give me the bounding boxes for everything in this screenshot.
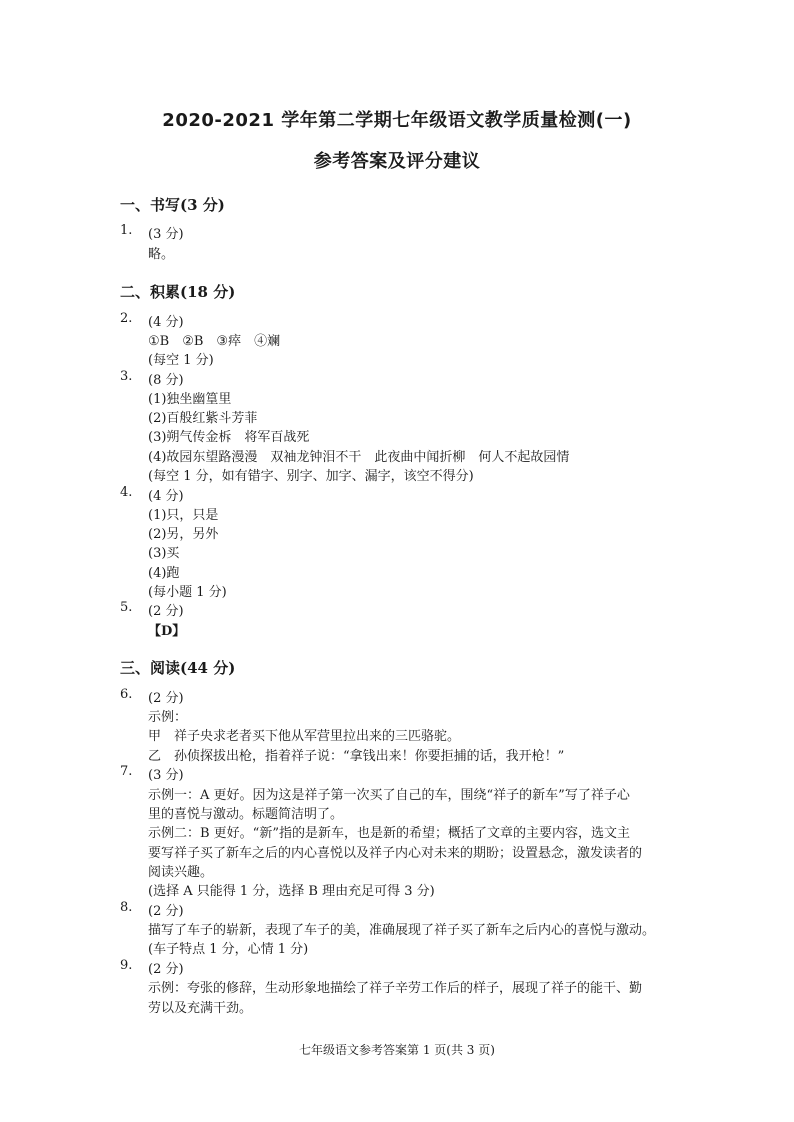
question-number: 8. bbox=[120, 900, 133, 915]
question-number: 7. bbox=[120, 764, 133, 779]
answer-line: 甲 祥子央求老者买下他从军营里拉出来的三匹骆驼。 bbox=[148, 729, 461, 744]
answer-line: 示例二：B 更好。“新”指的是新车，也是新的希望；概括了文章的主要内容，选文主 bbox=[148, 826, 630, 841]
answer-line: (3 分) bbox=[148, 227, 184, 242]
answer-line: 【D】 bbox=[148, 624, 186, 639]
answer-line: 示例： bbox=[148, 710, 188, 725]
page-footer: 七年级语文参考答案第 1 页(共 3 页) bbox=[299, 1043, 495, 1057]
answer-line: 劳以及充满干劲。 bbox=[148, 1001, 253, 1016]
answer-line: 里的喜悦与激动。标题简洁明了。 bbox=[148, 807, 344, 822]
answer-line: (2 分) bbox=[148, 604, 184, 619]
answer-line: 示例：夸张的修辞，生动形象地描绘了祥子辛劳工作后的样子，展现了祥子的能干、勤 bbox=[148, 981, 643, 996]
answer-line: (2 分) bbox=[148, 691, 184, 706]
answer-line: 描写了车子的崭新，表现了车子的美，准确展现了祥子买了新车之后内心的喜悦与激动。 bbox=[148, 923, 656, 938]
answer-line: (3)朔气传金柝 将军百战死 bbox=[148, 430, 310, 445]
answer-line: (每小题 1 分) bbox=[148, 585, 227, 600]
answer-line: (每空 1 分) bbox=[148, 353, 214, 368]
answer-line: 阅读兴趣。 bbox=[148, 865, 214, 880]
answer-line: (4 分) bbox=[148, 315, 184, 330]
answer-line: 略。 bbox=[148, 247, 175, 262]
answer-line: (4)跑 bbox=[148, 566, 180, 581]
question-number: 4. bbox=[120, 485, 133, 500]
section-heading-writing: 一、书写(3 分) bbox=[120, 196, 225, 214]
question-number: 1. bbox=[120, 223, 133, 238]
answer-line: (4 分) bbox=[148, 489, 184, 504]
answer-line: (8 分) bbox=[148, 373, 184, 388]
question-number: 2. bbox=[120, 311, 133, 326]
document-title: 2020-2021 学年第二学期七年级语文教学质量检测(一) bbox=[162, 110, 632, 131]
answer-line: (1)只，只是 bbox=[148, 508, 219, 523]
answer-line: 乙 孙侦探拔出枪，指着祥子说：“拿钱出来！你要拒捕的话，我开枪！” bbox=[148, 749, 565, 764]
answer-line: (2 分) bbox=[148, 904, 184, 919]
answer-line: (每空 1 分，如有错字、别字、加字、漏字，该空不得分) bbox=[148, 469, 474, 484]
question-number: 5. bbox=[120, 600, 133, 615]
answer-line: (2)百般红紫斗芳菲 bbox=[148, 411, 258, 426]
answer-line: (1)独坐幽篁里 bbox=[148, 392, 232, 407]
answer-line: (车子特点 1 分，心情 1 分) bbox=[148, 942, 309, 957]
answer-line: (2 分) bbox=[148, 962, 184, 977]
answer-line: 要写祥子买了新车之后的内心喜悦以及祥子内心对未来的期盼；设置悬念，激发读者的 bbox=[148, 846, 643, 861]
answer-line: (选择 A 只能得 1 分，选择 B 理由充足可得 3 分) bbox=[148, 884, 435, 899]
section-heading-accumulation: 二、积累(18 分) bbox=[120, 283, 236, 301]
answer-line: (3)买 bbox=[148, 546, 180, 561]
question-number: 6. bbox=[120, 687, 133, 702]
answer-line: (3 分) bbox=[148, 768, 184, 783]
section-heading-reading: 三、阅读(44 分) bbox=[120, 659, 236, 677]
answer-line: ①B ②B ③瘁 ④斓 bbox=[148, 334, 281, 349]
answer-line: (2)另，另外 bbox=[148, 527, 219, 542]
answer-line: 示例一：A 更好。因为这是祥子第一次买了自己的车，围绕“祥子的新车”写了祥子心 bbox=[148, 788, 630, 803]
document-subtitle: 参考答案及评分建议 bbox=[313, 151, 481, 172]
answer-line: (4)故园东望路漫漫 双袖龙钟泪不干 此夜曲中闻折柳 何人不起故园情 bbox=[148, 450, 570, 465]
question-number: 3. bbox=[120, 369, 133, 384]
question-number: 9. bbox=[120, 958, 133, 973]
